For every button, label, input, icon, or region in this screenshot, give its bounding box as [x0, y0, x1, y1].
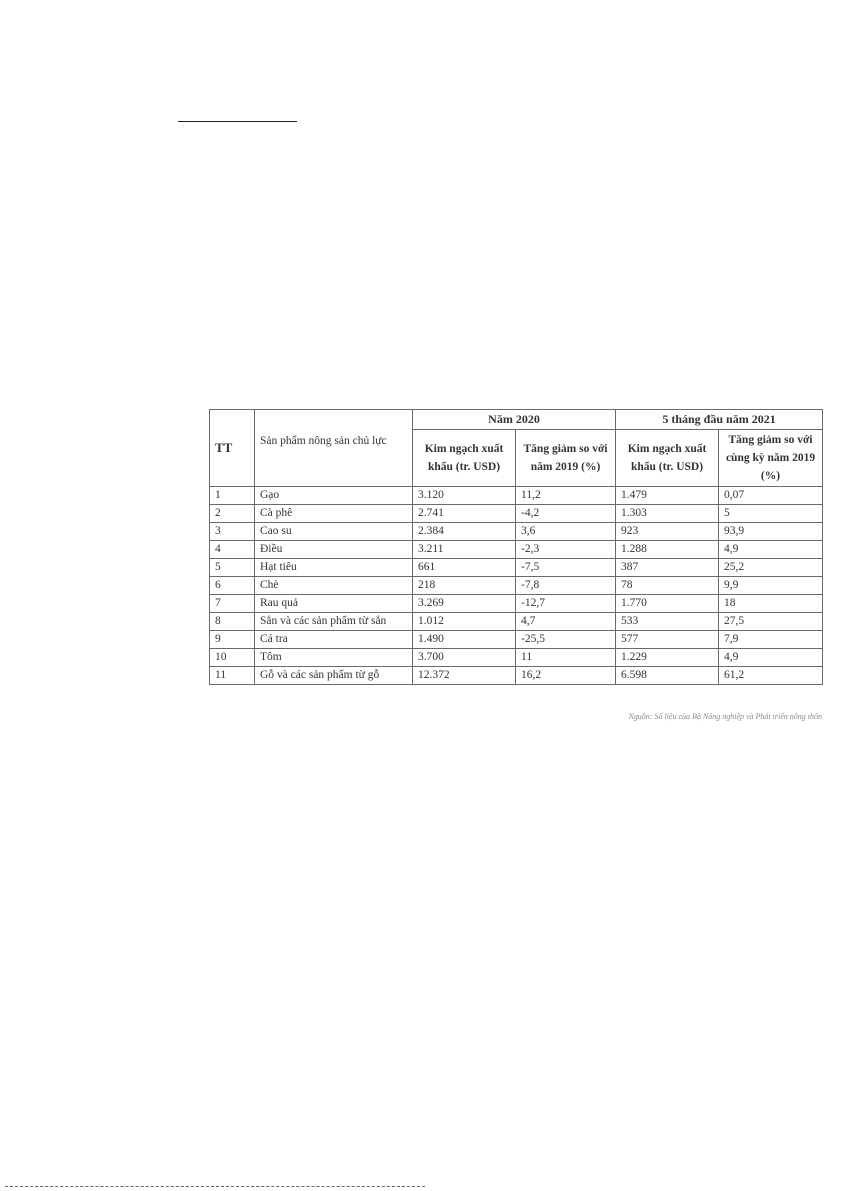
cell-tang-giam-2021: 4,9 [719, 541, 823, 559]
cell-kim-ngach-2021: 533 [616, 613, 719, 631]
cell-tang-giam-2021: 4,9 [719, 649, 823, 667]
header-group-2020: Năm 2020 [413, 410, 616, 430]
export-table [209, 409, 823, 685]
cell-tang-giam-2020: -2,3 [516, 541, 616, 559]
cell-tt: 3 [210, 523, 255, 541]
cell-tt: 7 [210, 595, 255, 613]
cell-tang-giam-2020: 4,7 [516, 613, 616, 631]
cell-kim-ngach-2021: 923 [616, 523, 719, 541]
cell-tang-giam-2021: 5 [719, 505, 823, 523]
cell-tang-giam-2020: -7,8 [516, 577, 616, 595]
table-header [210, 410, 823, 487]
cell-tang-giam-2021: 0,07 [719, 487, 823, 505]
cell-kim-ngach-2021: 1.479 [616, 487, 719, 505]
table-row [210, 577, 823, 595]
table-row [210, 631, 823, 649]
cell-kim-ngach-2020: 3.120 [413, 487, 516, 505]
table-row [210, 613, 823, 631]
header-tt: TT [210, 410, 255, 487]
cell-kim-ngach-2021: 1.288 [616, 541, 719, 559]
cell-kim-ngach-2020: 218 [413, 577, 516, 595]
cell-product: Gỗ và các sản phẩm từ gỗ [255, 667, 413, 685]
cell-kim-ngach-2020: 1.490 [413, 631, 516, 649]
cell-kim-ngach-2021: 78 [616, 577, 719, 595]
cell-product: Hạt tiêu [255, 559, 413, 577]
cell-tang-giam-2020: 3,6 [516, 523, 616, 541]
cell-product: Rau quả [255, 595, 413, 613]
table-row [210, 667, 823, 685]
cell-product: Cá tra [255, 631, 413, 649]
cell-tt: 2 [210, 505, 255, 523]
export-table-container [209, 409, 822, 685]
cell-tang-giam-2021: 25,2 [719, 559, 823, 577]
cell-tang-giam-2020: -7,5 [516, 559, 616, 577]
header-group-2021: 5 tháng đầu năm 2021 [616, 410, 823, 430]
cell-product: Gạo [255, 487, 413, 505]
cell-kim-ngach-2021: 577 [616, 631, 719, 649]
cell-tt: 10 [210, 649, 255, 667]
cell-tang-giam-2020: -12,7 [516, 595, 616, 613]
header-tang-giam-2020: Tăng giảm so với năm 2019 (%) [516, 430, 616, 487]
underline-rule [178, 121, 297, 122]
cell-tang-giam-2020: -4,2 [516, 505, 616, 523]
cell-kim-ngach-2021: 1.229 [616, 649, 719, 667]
cell-kim-ngach-2020: 2.384 [413, 523, 516, 541]
table-row [210, 559, 823, 577]
table-row [210, 595, 823, 613]
cell-kim-ngach-2021: 1.303 [616, 505, 719, 523]
cell-kim-ngach-2021: 6.598 [616, 667, 719, 685]
footer-rule [5, 1186, 425, 1187]
cell-tang-giam-2020: -25,5 [516, 631, 616, 649]
cell-tang-giam-2020: 11,2 [516, 487, 616, 505]
table-row [210, 541, 823, 559]
cell-tang-giam-2020: 16,2 [516, 667, 616, 685]
cell-kim-ngach-2020: 3.700 [413, 649, 516, 667]
table-body [210, 487, 823, 685]
cell-kim-ngach-2020: 12.372 [413, 667, 516, 685]
cell-tang-giam-2021: 27,5 [719, 613, 823, 631]
cell-tt: 6 [210, 577, 255, 595]
cell-kim-ngach-2020: 661 [413, 559, 516, 577]
cell-kim-ngach-2020: 1.012 [413, 613, 516, 631]
cell-product: Chè [255, 577, 413, 595]
cell-tt: 4 [210, 541, 255, 559]
cell-tang-giam-2021: 9,9 [719, 577, 823, 595]
cell-tang-giam-2021: 7,9 [719, 631, 823, 649]
cell-kim-ngach-2021: 387 [616, 559, 719, 577]
cell-tt: 5 [210, 559, 255, 577]
cell-product: Sắn và các sản phẩm từ sắn [255, 613, 413, 631]
cell-product: Tôm [255, 649, 413, 667]
cell-product: Cà phê [255, 505, 413, 523]
header-kim-ngach-2021: Kim ngạch xuất khẩu (tr. USD) [616, 430, 719, 487]
cell-tt: 11 [210, 667, 255, 685]
source-note: Nguồn: Số liệu của Bộ Nông nghiệp và Phát triển nông thôn [628, 712, 822, 721]
cell-tang-giam-2021: 18 [719, 595, 823, 613]
cell-tang-giam-2021: 93,9 [719, 523, 823, 541]
header-product: Sản phẩm nông sản chủ lực [255, 410, 413, 487]
table-row [210, 505, 823, 523]
table-row [210, 523, 823, 541]
table-row [210, 649, 823, 667]
cell-tt: 1 [210, 487, 255, 505]
header-tang-giam-2021: Tăng giảm so với cùng kỳ năm 2019 (%) [719, 430, 823, 487]
cell-product: Điều [255, 541, 413, 559]
cell-tt: 9 [210, 631, 255, 649]
cell-tang-giam-2020: 11 [516, 649, 616, 667]
cell-tt: 8 [210, 613, 255, 631]
table-row [210, 487, 823, 505]
header-kim-ngach-2020: Kim ngạch xuất khẩu (tr. USD) [413, 430, 516, 487]
cell-product: Cao su [255, 523, 413, 541]
cell-kim-ngach-2020: 3.211 [413, 541, 516, 559]
cell-kim-ngach-2020: 3.269 [413, 595, 516, 613]
cell-tang-giam-2021: 61,2 [719, 667, 823, 685]
cell-kim-ngach-2020: 2.741 [413, 505, 516, 523]
cell-kim-ngach-2021: 1.770 [616, 595, 719, 613]
